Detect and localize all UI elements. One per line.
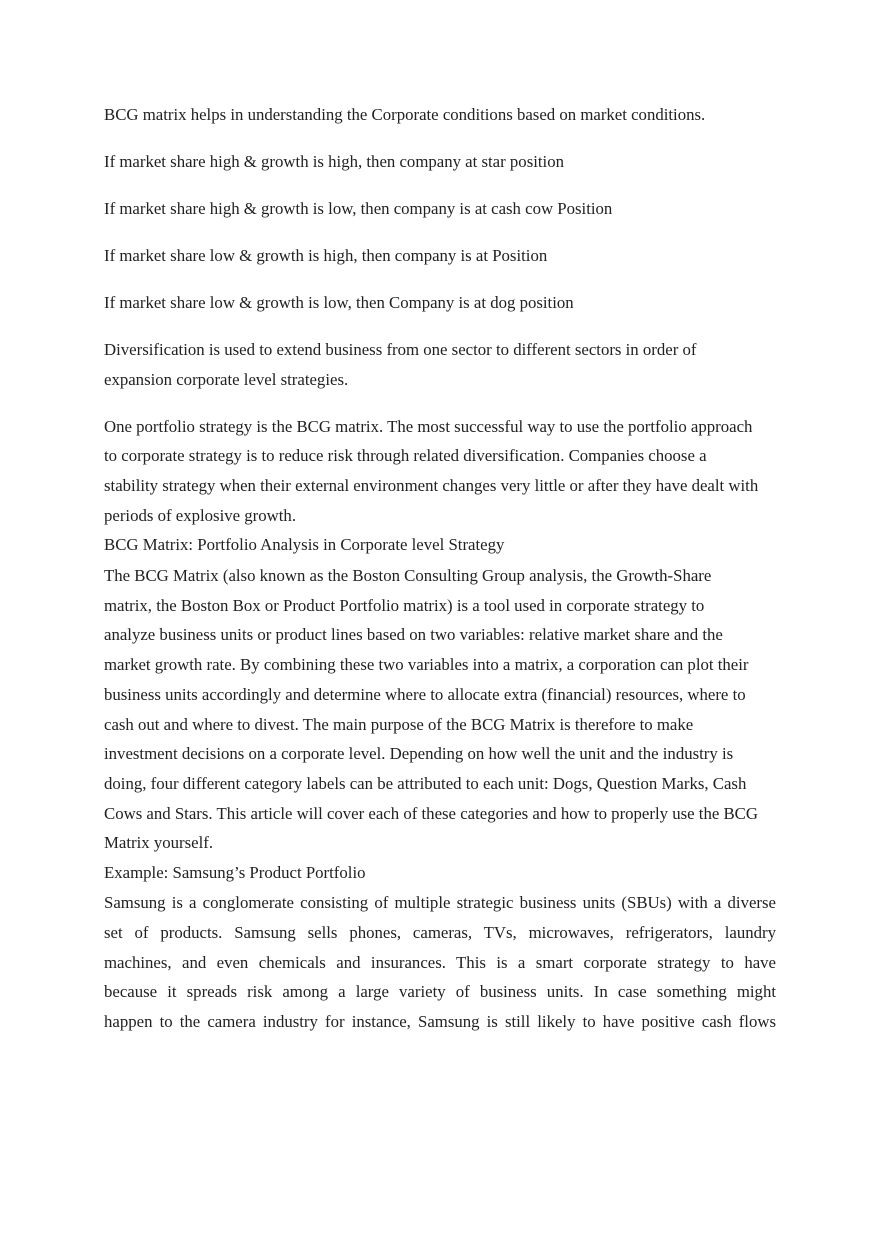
text-line: stability strategy when their external environment changes very little or after they have dealt with (104, 476, 759, 495)
text-line: analyze business units or product lines based on two variables: relative market share and the (104, 625, 723, 644)
text-line: If market share high & growth is low, then company is at cash cow Position (104, 199, 613, 218)
text-line: The BCG Matrix (also known as the Boston Consulting Group analysis, the Growth-Share (104, 566, 712, 585)
text-line: business units accordingly and determine where to allocate extra (financial) resources, where to (104, 685, 746, 704)
text-line: because it spreads risk among a large variety of business units. In case something might (104, 982, 776, 1001)
text-line: cash out and where to divest. The main purpose of the BCG Matrix is therefore to make (104, 715, 694, 734)
text-line: machines, and even chemicals and insurances. This is a smart corporate strategy to have (104, 953, 776, 972)
text-line: to corporate strategy is to reduce risk through related diversification. Companies choose a (104, 446, 707, 465)
text-line: matrix, the Boston Box or Product Portfolio matrix) is a tool used in corporate strategy to (104, 596, 705, 615)
text-line: If market share high & growth is high, then company at star position (104, 152, 564, 171)
text-line: investment decisions on a corporate level. Depending on how well the unit and the industry is (104, 744, 734, 763)
text-line: doing, four different category labels can be attributed to each unit: Dogs, Question Marks, Cash (104, 774, 747, 793)
text-line: BCG Matrix: Portfolio Analysis in Corporate level Strategy (104, 535, 505, 554)
text-line: set of products. Samsung sells phones, cameras, TVs, microwaves, refrigerators, laundry (104, 923, 776, 942)
text-line: If market share low & growth is low, then Company is at dog position (104, 293, 574, 312)
text-line: happen to the camera industry for instance, Samsung is still likely to have positive cash flows (104, 1012, 776, 1031)
text-line: Example: Samsung’s Product Portfolio (104, 863, 366, 882)
text-line: One portfolio strategy is the BCG matrix. The most successful way to use the portfolio approach (104, 417, 753, 436)
text-line: Samsung is a conglomerate consisting of multiple strategic business units (SBUs) with a diverse (104, 893, 776, 912)
text-line: Cows and Stars. This article will cover each of these categories and how to properly use the BCG (104, 804, 758, 823)
text-line: periods of explosive growth. (104, 506, 297, 525)
text-line: Matrix yourself. (104, 833, 214, 852)
text-line: BCG matrix helps in understanding the Corporate conditions based on market conditions. (104, 105, 706, 124)
text-line: market growth rate. By combining these two variables into a matrix, a corporation can plot their (104, 655, 749, 674)
text-line: Diversification is used to extend business from one sector to different sectors in order of (104, 340, 697, 359)
text-line: If market share low & growth is high, then company is at Position (104, 246, 548, 265)
text-line: expansion corporate level strategies. (104, 370, 349, 389)
